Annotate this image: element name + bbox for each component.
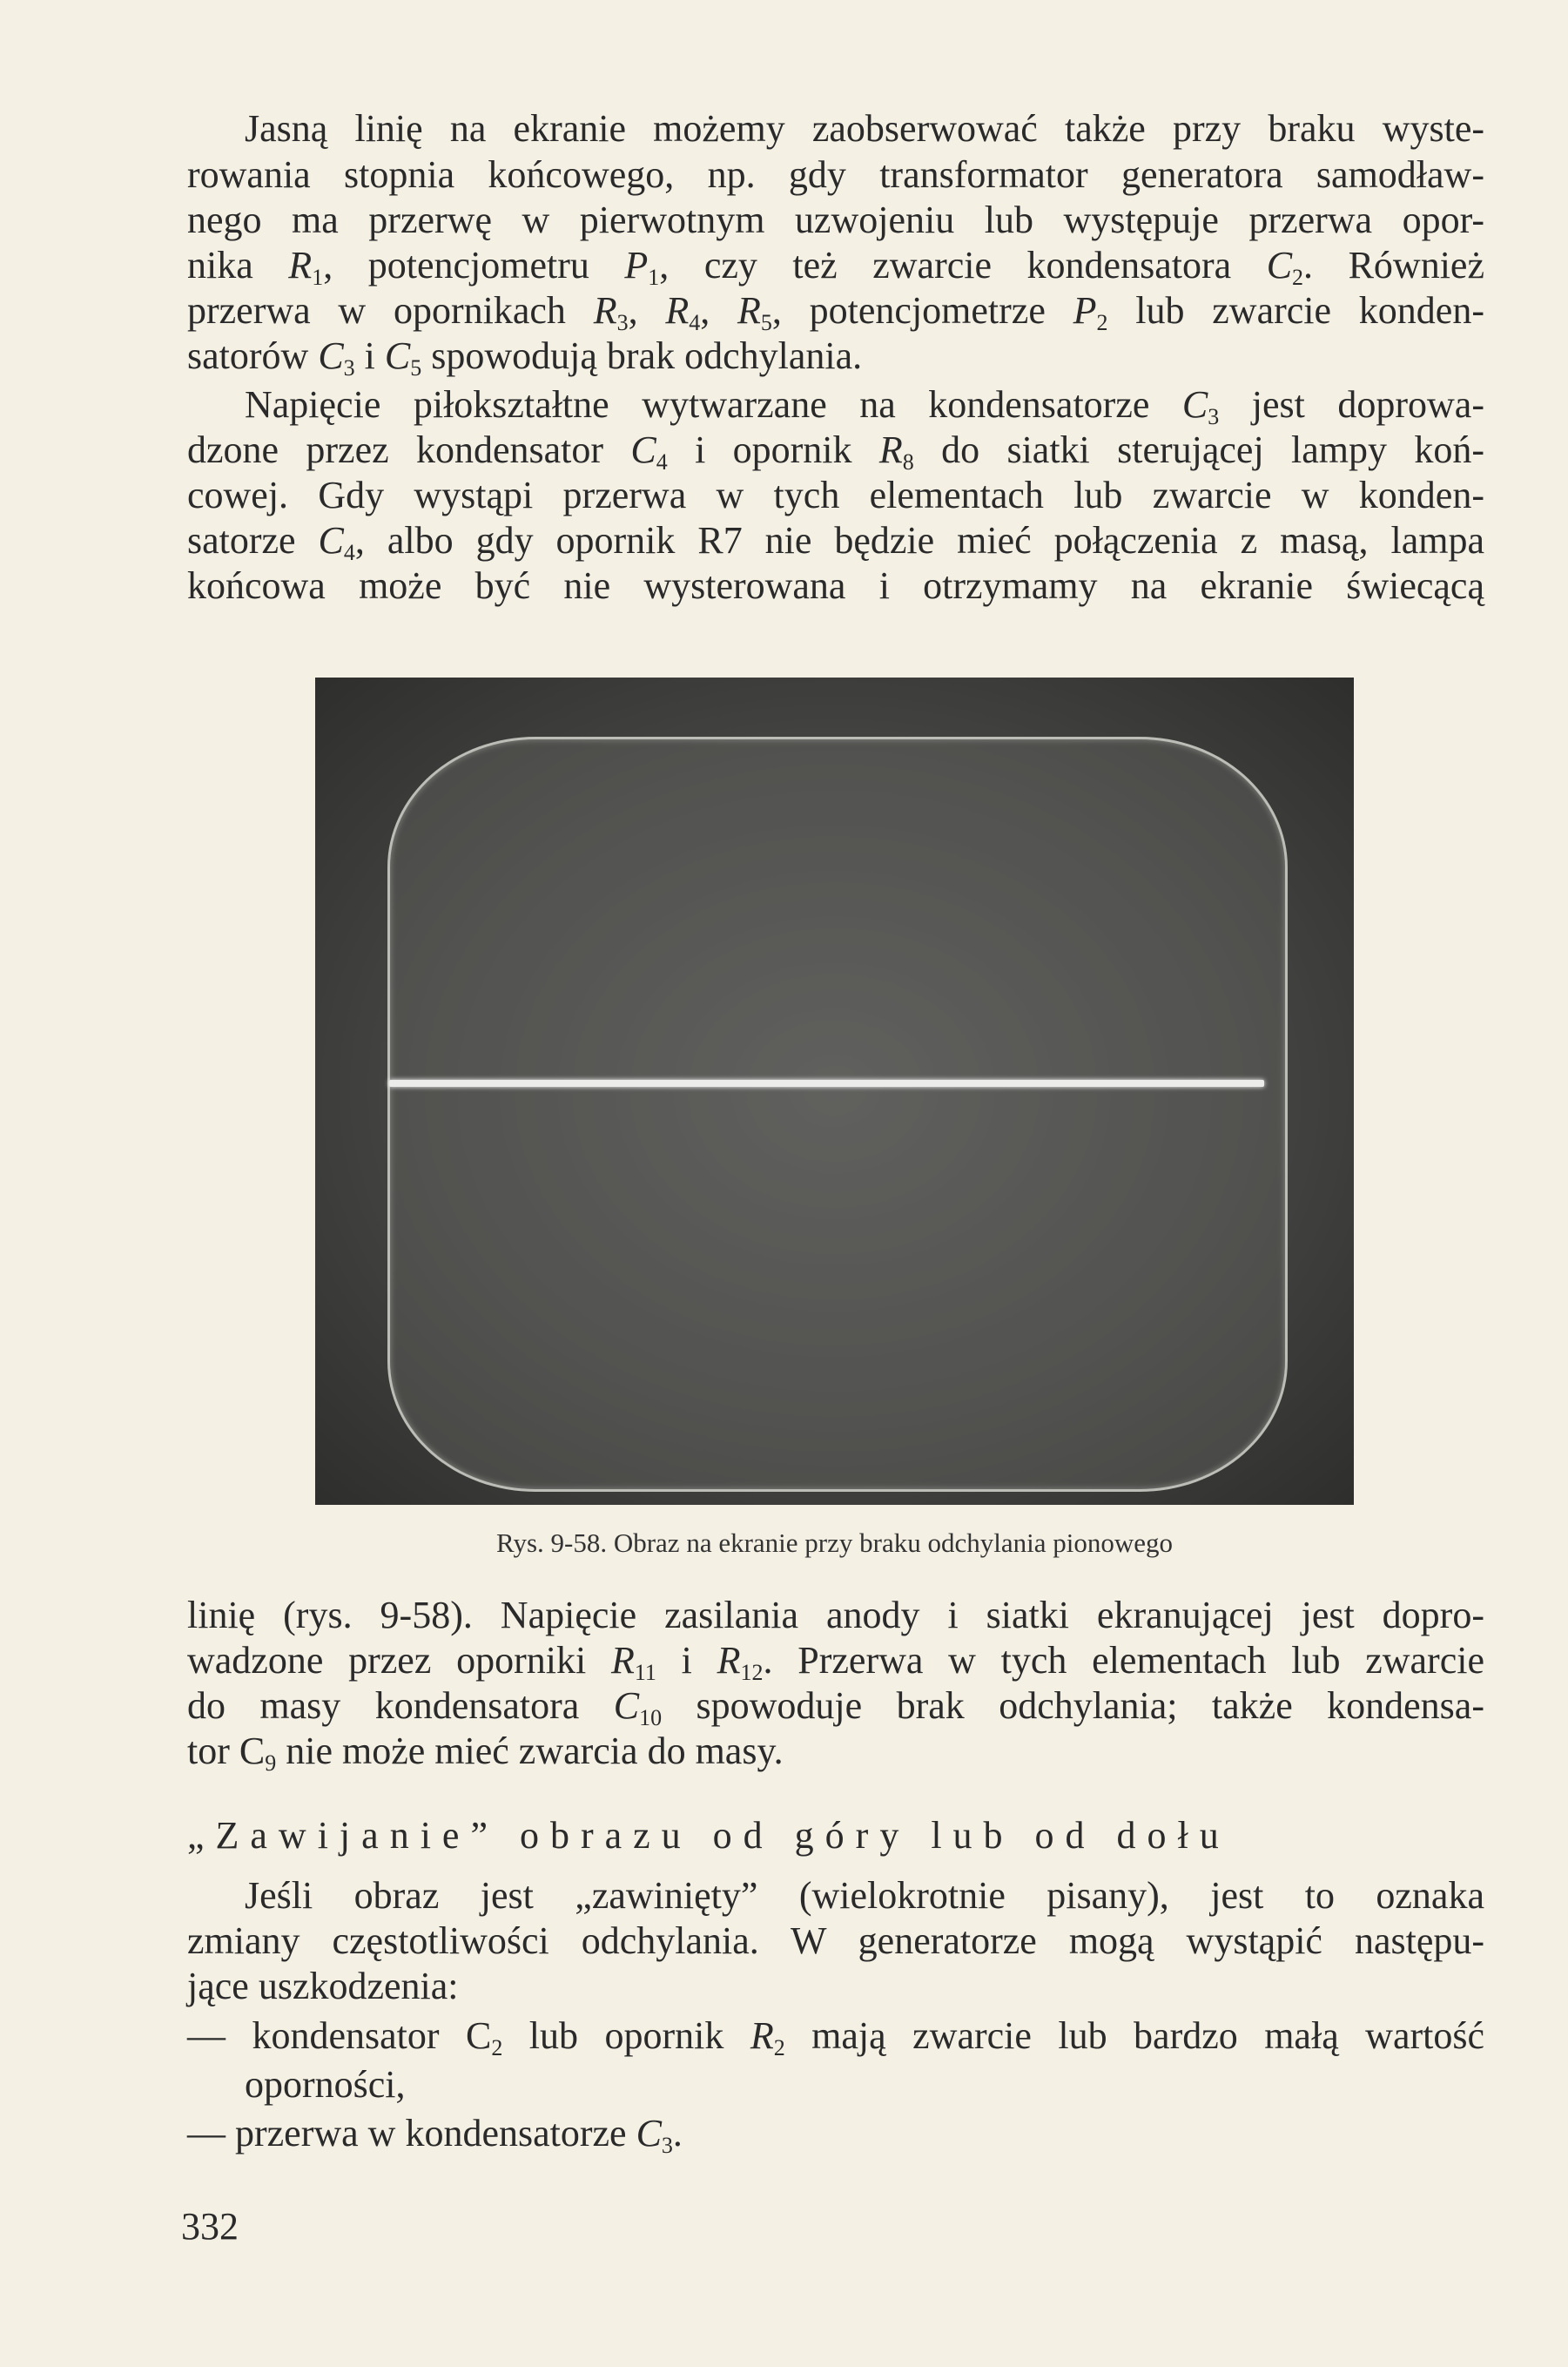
subscript: 4 (656, 449, 668, 475)
subscript: 3 (616, 310, 629, 335)
text-run: oporności, (245, 2063, 406, 2106)
text-run: , albo gdy opornik R (354, 519, 723, 562)
symbol (318, 334, 355, 381)
symbol (750, 2014, 785, 2060)
subscript: 4 (343, 540, 355, 565)
text-line (187, 2013, 1484, 2059)
text-run: i (354, 334, 385, 377)
text-run: spowoduje brak odchylania; także kondensa- (662, 1684, 1484, 1727)
text-line (187, 1593, 1484, 1638)
symbol (737, 289, 772, 335)
symbol (610, 1639, 656, 1685)
symbol-letter: C (1181, 383, 1208, 426)
text-line (187, 1873, 1484, 1919)
text-line (187, 288, 1484, 334)
subscript: 5 (760, 310, 772, 335)
text-run: — przerwa w kondensatorze (187, 2112, 636, 2155)
symbol (1073, 289, 1108, 335)
symbol (630, 428, 668, 475)
text-line (187, 152, 1484, 198)
subscript: 1 (312, 265, 324, 290)
subscript: 8 (902, 449, 914, 475)
symbol (318, 519, 355, 565)
symbol (384, 334, 422, 381)
figure-caption: Rys. 9-58. Obraz na ekranie przy braku odchylania pionowego (496, 1527, 1173, 1558)
figure-oscilloscope-screen-photo (315, 678, 1354, 1505)
text-line (187, 334, 1484, 379)
subscript: 1 (648, 265, 660, 290)
text-run: jące uszkodzenia: (187, 1965, 459, 2007)
text-run: przerwa w opornikach (187, 289, 594, 332)
symbol-letter: C (636, 2112, 662, 2155)
text-line (187, 1964, 1484, 2009)
subscript: 2 (773, 2035, 785, 2060)
text-run: . Również (1303, 244, 1484, 287)
symbol (465, 2014, 503, 2060)
text-run: Jeśli obraz jest „zawinięty” (wielokrotnie pisany), jest to oznaka (245, 1874, 1484, 1917)
text-run: satorze (187, 519, 319, 562)
text-line (187, 1919, 1484, 1964)
text-run: — kondensator (187, 2014, 466, 2057)
text-run: . (672, 2112, 683, 2155)
text-run: i opornik (667, 428, 879, 471)
text-line (245, 2062, 1484, 2107)
subscript: 2 (1292, 265, 1304, 290)
text-run: . Przerwa w tych elementach lub zwarcie (763, 1639, 1484, 1682)
text-run: , (700, 289, 737, 332)
text-run: dzone przez kondensator (187, 428, 631, 471)
symbol (878, 428, 914, 475)
symbol-letter: 7 (723, 519, 743, 562)
text-run: Jasną linię na ekranie możemy zaobserwować także przy braku wyste- (245, 107, 1484, 150)
text-run: końcowa może być nie wysterowana i otrzymamy na ekranie świecącą (187, 564, 1484, 607)
symbol-letter: C (384, 334, 411, 377)
symbol-letter: C (318, 334, 344, 377)
symbol (1266, 244, 1304, 290)
text-line (187, 518, 1484, 563)
text-run: lub opornik (502, 2014, 750, 2057)
symbol (1181, 383, 1220, 429)
text-run: tor (187, 1730, 239, 1772)
text-run: , (628, 289, 666, 332)
crt-screen-outline (387, 737, 1288, 1492)
page-number: 332 (181, 2205, 239, 2248)
text-run: do masy kondensatora (187, 1684, 614, 1727)
text-line (187, 382, 1484, 428)
text-run: i (656, 1639, 717, 1682)
symbol (613, 1684, 663, 1730)
symbol-letter: C (613, 1684, 640, 1727)
subscript: 3 (1208, 404, 1220, 429)
text-line (187, 106, 1484, 152)
text-run: nika (187, 244, 289, 287)
symbol-letter: R (878, 428, 903, 471)
text-run: nego ma przerwę w pierwotnym uzwojeniu lub występuje przerwa opor- (187, 199, 1484, 241)
text-line (187, 1683, 1484, 1729)
symbol-letter: C (239, 1730, 266, 1772)
symbol-letter: R (717, 1639, 741, 1682)
text-run: , potencjometrze (771, 289, 1073, 332)
text-run: wadzone przez oporniki (187, 1639, 611, 1682)
text-run: spowodują brak odchylania. (421, 334, 863, 377)
text-line (187, 473, 1484, 518)
text-line (187, 428, 1484, 473)
text-run: lub zwarcie konden- (1107, 289, 1484, 332)
symbol-letter: R (288, 244, 313, 287)
text-run: satorów (187, 334, 319, 377)
symbol (665, 289, 701, 335)
text-run: zmiany częstotliwości odchylania. W generatorze mogą wystąpić następu- (187, 1919, 1484, 1962)
subscript: 2 (491, 2035, 503, 2060)
symbol-letter: C (630, 428, 656, 471)
section-heading: „Zawijanie” obrazu od góry lub od dołu (187, 1814, 1230, 1857)
symbol (624, 244, 660, 290)
text-run: do siatki sterującej lampy koń- (913, 428, 1484, 471)
symbol-letter: P (1073, 289, 1097, 332)
text-run: linię (rys. 9-58). Napięcie zasilania anody i siatki ekranującej jest dopro- (187, 1594, 1484, 1636)
subscript: 10 (639, 1705, 663, 1730)
text-run: mają zwarcie lub bardzo małą wartość (784, 2014, 1485, 2057)
subscript: 3 (661, 2133, 673, 2158)
symbol-letter: P (624, 244, 649, 287)
subscript: 11 (634, 1660, 656, 1685)
text-line (187, 243, 1484, 288)
symbol-letter: R (593, 289, 617, 332)
text-run: Napięcie piłokształtne wytwarzane na kondensatorze (245, 383, 1182, 426)
text-line (187, 1729, 1484, 1774)
symbol (636, 2112, 673, 2158)
text-run: nie będzie mieć połączenia z masą, lampa (742, 519, 1484, 562)
symbol-letter: R (610, 1639, 635, 1682)
symbol-letter: R (737, 289, 761, 332)
text-run: nie może mieć zwarcia do masy. (276, 1730, 784, 1772)
horizontal-trace-line (389, 1080, 1264, 1087)
symbol (717, 1639, 764, 1685)
symbol-letter: R (750, 2014, 774, 2057)
text-run: jest doprowa- (1219, 383, 1484, 426)
subscript: 12 (740, 1660, 764, 1685)
symbol (723, 519, 743, 562)
symbol (288, 244, 324, 290)
text-line (187, 2111, 1484, 2156)
text-run: , czy też zwarcie kondensatora (659, 244, 1267, 287)
subscript: 2 (1096, 310, 1108, 335)
symbol (593, 289, 629, 335)
symbol-letter: R (665, 289, 690, 332)
symbol (239, 1730, 277, 1776)
text-run: rowania stopnia końcowego, np. gdy transformator generatora samodław- (187, 153, 1484, 196)
symbol-letter: C (465, 2014, 492, 2057)
symbol-letter: C (318, 519, 344, 562)
text-run: , potencjometru (323, 244, 625, 287)
text-line (187, 563, 1484, 609)
symbol-letter: C (1266, 244, 1293, 287)
text-run: cowej. Gdy wystąpi przerwa w tych elementach lub zwarcie w konden- (187, 474, 1484, 516)
subscript: 4 (689, 310, 701, 335)
subscript: 3 (343, 355, 355, 381)
text-line (187, 198, 1484, 243)
subscript: 9 (265, 1750, 277, 1776)
subscript: 5 (410, 355, 422, 381)
text-line (187, 1638, 1484, 1683)
